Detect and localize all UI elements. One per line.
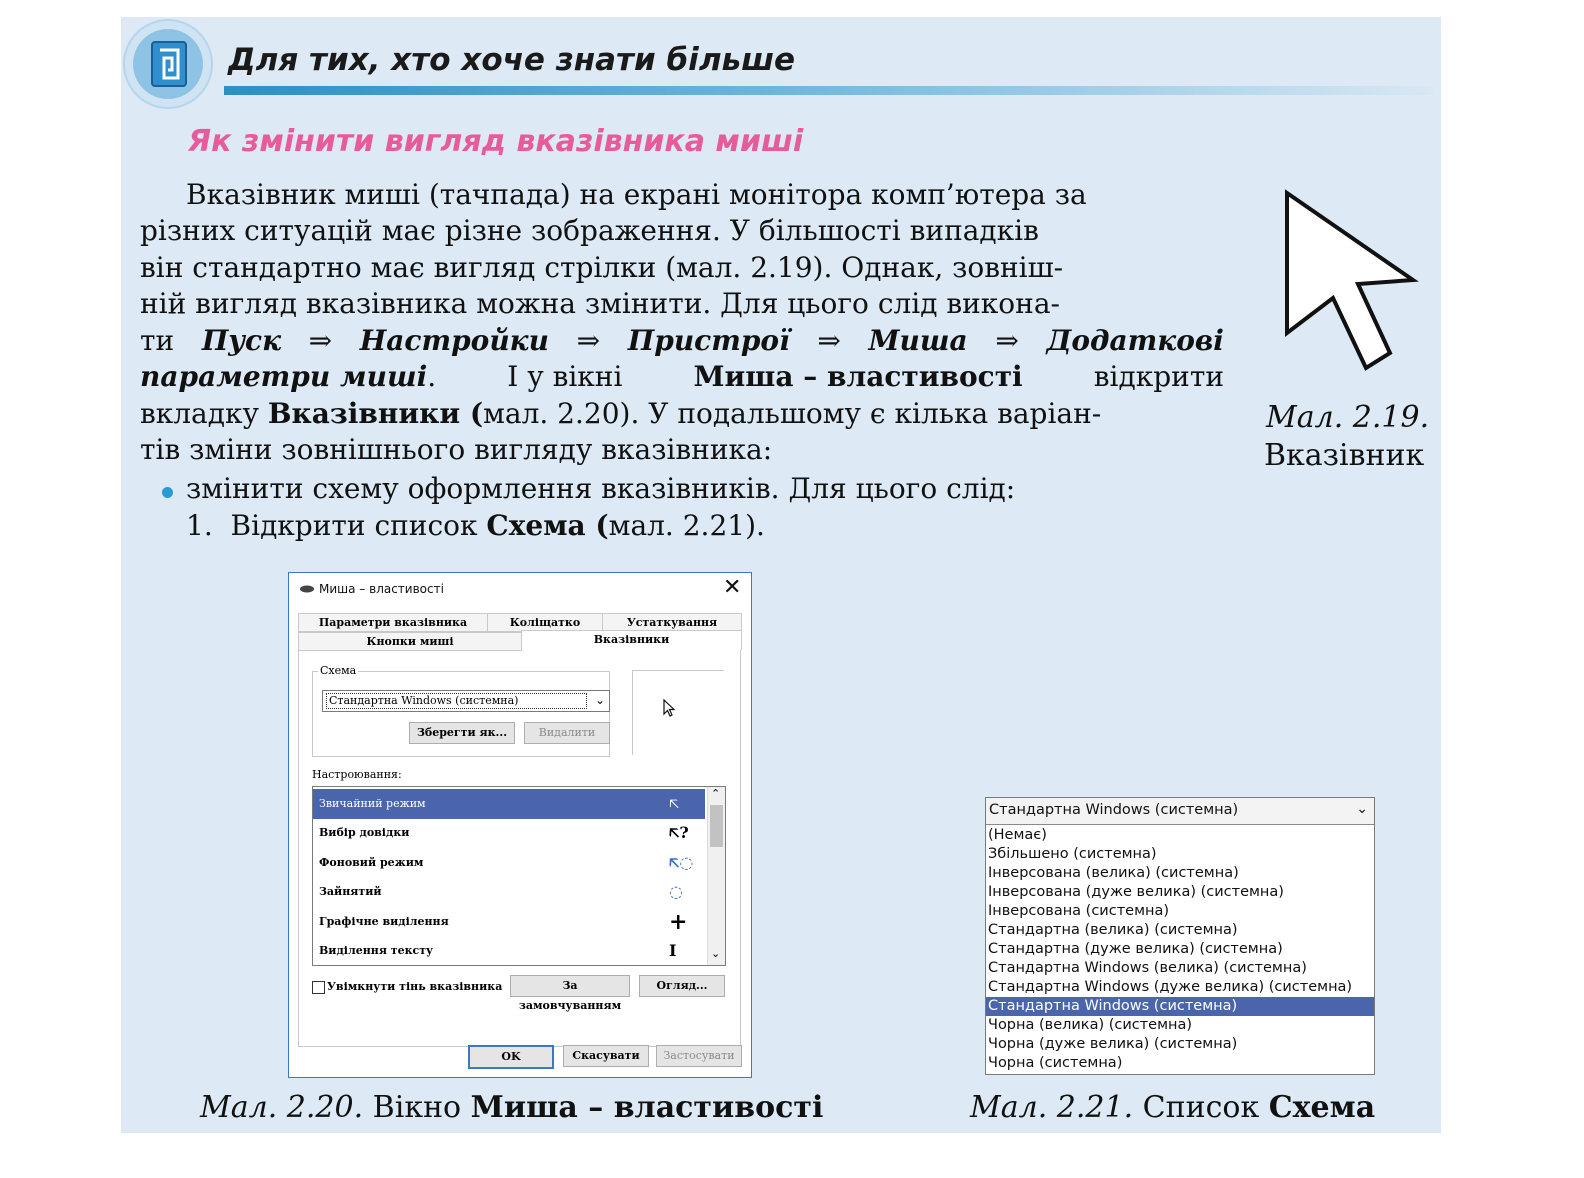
spiral-book-icon [122, 18, 214, 110]
dropdown-option[interactable]: Стандартна (дуже велика) (системна) [988, 941, 1283, 957]
step-1: 1. Відкрити список Схема (мал. 2.21). [186, 509, 765, 542]
title-bar [289, 573, 751, 605]
dropdown-option[interactable]: Стандартна Windows (велика) (системна) [988, 960, 1307, 976]
bullet-text: змінити схему оформлення вказівників. Для цього слід: [186, 472, 1016, 505]
paragraph-line-6: параметри миші. І у вікні Миша – властивості відкрити [140, 360, 1224, 393]
scrollbar-thumb[interactable] [710, 805, 723, 847]
tab-pointer-options[interactable]: Параметри вказівника [298, 613, 488, 632]
dropdown-option[interactable]: Інверсована (системна) [988, 903, 1170, 919]
fig-2-19-label: Мал. 2.19. [1266, 400, 1430, 435]
dropdown-option[interactable]: Стандартна (велика) (системна) [988, 922, 1238, 938]
scheme-select-value: Стандартна Windows (системна) [326, 693, 587, 709]
scheme-label: Схема [320, 664, 357, 677]
chevron-down-icon: ⌄ [594, 693, 605, 707]
dialog-title: Миша – властивості [319, 582, 444, 596]
dropdown-option[interactable]: Інверсована (велика) (системна) [988, 865, 1239, 881]
mouse-icon [299, 584, 315, 594]
dropdown-option[interactable]: Чорна (системна) [988, 1055, 1123, 1071]
close-icon[interactable]: ✕ [723, 575, 742, 600]
save-as-button[interactable]: Зберегти як... [409, 722, 515, 744]
list-item[interactable]: Виділення тексту I [319, 941, 677, 960]
paragraph-line-1: Вказівник миші (тачпада) на екрані монітора комп’ютера за [186, 178, 1087, 211]
cancel-button[interactable]: Скасувати [563, 1045, 649, 1067]
shadow-checkbox[interactable] [312, 981, 325, 994]
dropdown-option[interactable]: Збільшено (системна) [988, 846, 1157, 862]
fig-2-20-caption: Мал. 2.20. Вікно Миша – властивості [200, 1090, 824, 1125]
dropdown-option-selected[interactable]: Стандартна Windows (системна) [986, 997, 1374, 1016]
scheme-select[interactable] [322, 690, 610, 712]
fig-2-21-caption: Мал. 2.21. Список Схема [970, 1090, 1376, 1125]
title-underline [224, 86, 1434, 95]
preview-cursor-icon [663, 699, 676, 718]
shadow-label: Увімкнути тінь вказівника [327, 980, 503, 993]
list-scrollbar[interactable] [707, 787, 725, 965]
tab-wheel[interactable]: Коліщатко [487, 613, 603, 632]
list-item[interactable]: Графічне виділення + [319, 909, 688, 935]
list-item[interactable]: Звичайний режим 🡤 [313, 789, 705, 819]
paragraph-line-7: вкладку Вказівники (мал. 2.20). У подальшому є кілька варіан- [140, 397, 1102, 430]
chevron-down-icon: ⌄ [1356, 801, 1368, 817]
preview-box [632, 670, 724, 755]
paragraph-line-8: тів зміни зовнішнього вигляду вказівника: [140, 433, 773, 466]
bullet-icon [162, 487, 173, 498]
section-title: Для тих, хто хоче знати більше [228, 42, 796, 78]
cursor-list [312, 786, 726, 966]
paragraph-line-2: різних ситуацій має різне зображення. У більшості випадків [140, 214, 1039, 247]
dropdown-option[interactable]: Чорна (дуже велика) (системна) [988, 1036, 1238, 1052]
ok-button[interactable]: OK [468, 1045, 554, 1069]
chevron-up-icon[interactable]: ⌃ [711, 787, 721, 800]
dropdown-option[interactable]: (Немає) [988, 827, 1047, 843]
scheme-dropdown-field[interactable]: Стандартна Windows (системна) ⌄ [986, 798, 1374, 825]
paragraph-line-4: ній вигляд вказівника можна змінити. Для цього слід викона- [140, 287, 1060, 320]
tab-pointers[interactable]: Вказівники [521, 630, 742, 650]
defaults-button[interactable]: За замовчуванням [510, 975, 630, 997]
dropdown-option[interactable]: Стандартна Windows (дуже велика) (системна) [988, 979, 1353, 995]
arrow-cursor-icon [1280, 185, 1420, 380]
tab-hardware[interactable]: Устаткування [602, 613, 742, 632]
scheme-dropdown [985, 797, 1375, 1075]
list-item[interactable]: Вибір довідки 🡤? [319, 823, 689, 842]
paragraph-line-5: ти Пуск ⇒ Настройки ⇒ Пристрої ⇒ Миша ⇒ Додаткові [140, 324, 1224, 357]
customize-label: Настроювання: [312, 768, 402, 781]
dropdown-option[interactable]: Інверсована (дуже велика) (системна) [988, 884, 1284, 900]
subheading: Як змінити вигляд вказівника миші [188, 124, 804, 159]
paragraph-line-3: він стандартно має вигляд стрілки (мал. 2.19). Однак, зовніш- [140, 251, 1064, 284]
list-item[interactable]: Фоновий режим 🡤◌ [319, 853, 694, 872]
browse-button[interactable]: Огляд... [639, 975, 725, 997]
list-item[interactable]: Зайнятий ◌ [319, 882, 683, 901]
dropdown-option[interactable]: Чорна (велика) (системна) [988, 1017, 1193, 1033]
chevron-down-icon[interactable]: ⌄ [711, 947, 721, 960]
apply-button[interactable]: Застосувати [656, 1045, 742, 1067]
delete-button[interactable]: Видалити [524, 722, 610, 744]
scheme-group [312, 671, 610, 757]
fig-2-19-title: Вказівник [1264, 438, 1425, 473]
tab-buttons[interactable]: Кнопки миші [298, 632, 522, 651]
